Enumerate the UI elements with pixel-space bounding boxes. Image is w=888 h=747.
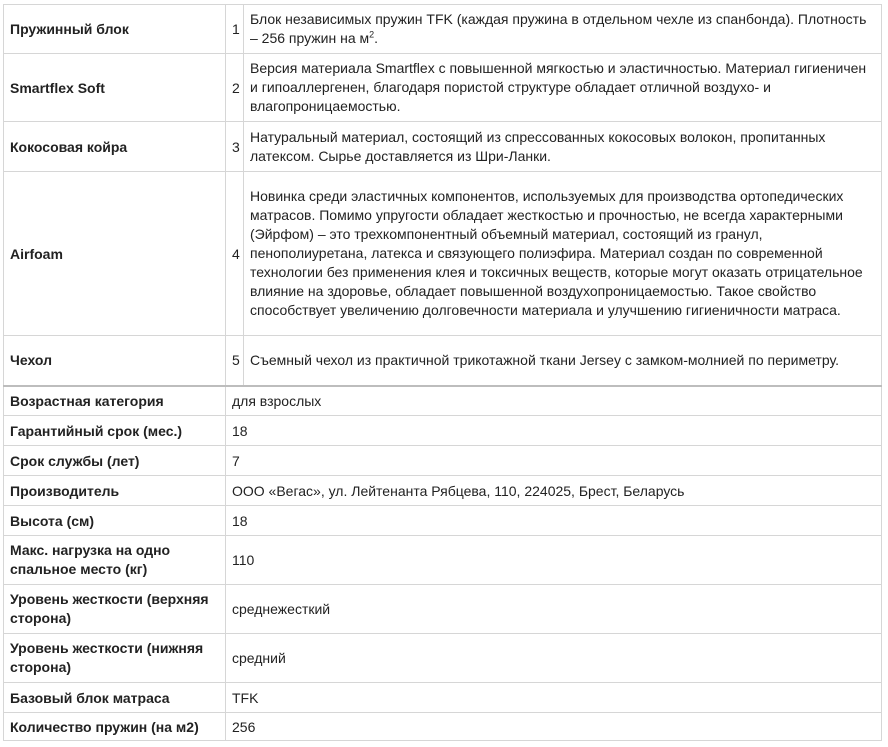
component-row: [4, 54, 882, 122]
spec-value: 18: [226, 506, 882, 536]
component-name: Пружинный блок: [4, 5, 226, 54]
spec-row: [4, 476, 882, 506]
component-description: Натуральный материал, состоящий из спрессованных кокосовых волокон, пропитанных латексом. Сырье доставляется из Шри-Ланки.: [244, 122, 882, 172]
component-description: Съемный чехол из практичной трикотажной ткани Jersey с замком-молнией по периметру.: [244, 336, 882, 386]
spec-value: 110: [226, 536, 882, 585]
component-text-suffix: .: [374, 30, 379, 46]
spec-value: 256: [226, 713, 882, 741]
spec-label: Уровень жесткости (верхняя сторона): [4, 585, 226, 634]
spec-value: средний: [226, 634, 882, 683]
component-number: 3: [226, 122, 244, 172]
spec-row: [4, 585, 882, 634]
component-number: 4: [226, 172, 244, 336]
spec-value: 18: [226, 416, 882, 446]
component-row: [4, 5, 882, 54]
spec-row: [4, 446, 882, 476]
spec-label: Количество пружин (на м2): [4, 713, 226, 741]
spec-value: среднежесткий: [226, 585, 882, 634]
component-description: Версия материала Smartflex с повышенной мягкостью и эластичностью. Материал гигиеничен и гипоаллергенен, благодаря пористой структуре обладает отличной воздухо- и влагопроницаемостью.: [244, 54, 882, 122]
component-number: 1: [226, 5, 244, 54]
spec-label: Срок службы (лет): [4, 446, 226, 476]
spec-label: Высота (см): [4, 506, 226, 536]
spec-label: Уровень жесткости (нижняя сторона): [4, 634, 226, 683]
spec-value: ООО «Вегас», ул. Лейтенанта Рябцева, 110, 224025, Брест, Беларусь: [226, 476, 882, 506]
spec-row: [4, 713, 882, 741]
spec-label: Макс. нагрузка на одно спальное место (кг): [4, 536, 226, 585]
component-description: Новинка среди эластичных компонентов, используемых для производства ортопедических матрасов. Помимо упругости обладает жесткостью и прочностью, не всегда характерными (Эйрфом) – это трехкомпонентный объемный материал, состоящий из гранул, пенополиуретана, латекса и связующего полиэфира. Материал создан по современной технологии без применения клея и токсичных веществ, которые могут оказать отрицательное влияние на здоровье, обладает повышенной воздухопроницаемостью. Такое свойство способствует увеличению долговечности материала и улучшению гигиеничности матраса.: [244, 172, 882, 336]
superscript: 2: [369, 29, 375, 40]
component-number: 5: [226, 336, 244, 386]
component-name: Кокосовая койра: [4, 122, 226, 172]
component-row: [4, 336, 882, 386]
mattress-spec-table: [3, 4, 882, 741]
spec-value: TFK: [226, 683, 882, 713]
spec-label: Возрастная категория: [4, 386, 226, 416]
component-name: Airfoam: [4, 172, 226, 336]
spec-label: Базовый блок матраса: [4, 683, 226, 713]
spec-label: Гарантийный срок (мес.): [4, 416, 226, 446]
spec-row: [4, 506, 882, 536]
component-number: 2: [226, 54, 244, 122]
component-name: Smartflex Soft: [4, 54, 226, 122]
spec-value: для взрослых: [226, 386, 882, 416]
spec-value: 7: [226, 446, 882, 476]
spec-row: [4, 416, 882, 446]
component-row: [4, 172, 882, 336]
spec-row: [4, 634, 882, 683]
component-text: Блок независимых пружин TFK (каждая пружина в отдельном чехле из спанбонда). Плотность – 256 пружин на м: [250, 11, 867, 46]
spec-label: Производитель: [4, 476, 226, 506]
spec-row: [4, 683, 882, 713]
spec-row: [4, 386, 882, 416]
component-description: [244, 5, 882, 54]
spec-row: [4, 536, 882, 585]
component-row: [4, 122, 882, 172]
component-name: Чехол: [4, 336, 226, 386]
